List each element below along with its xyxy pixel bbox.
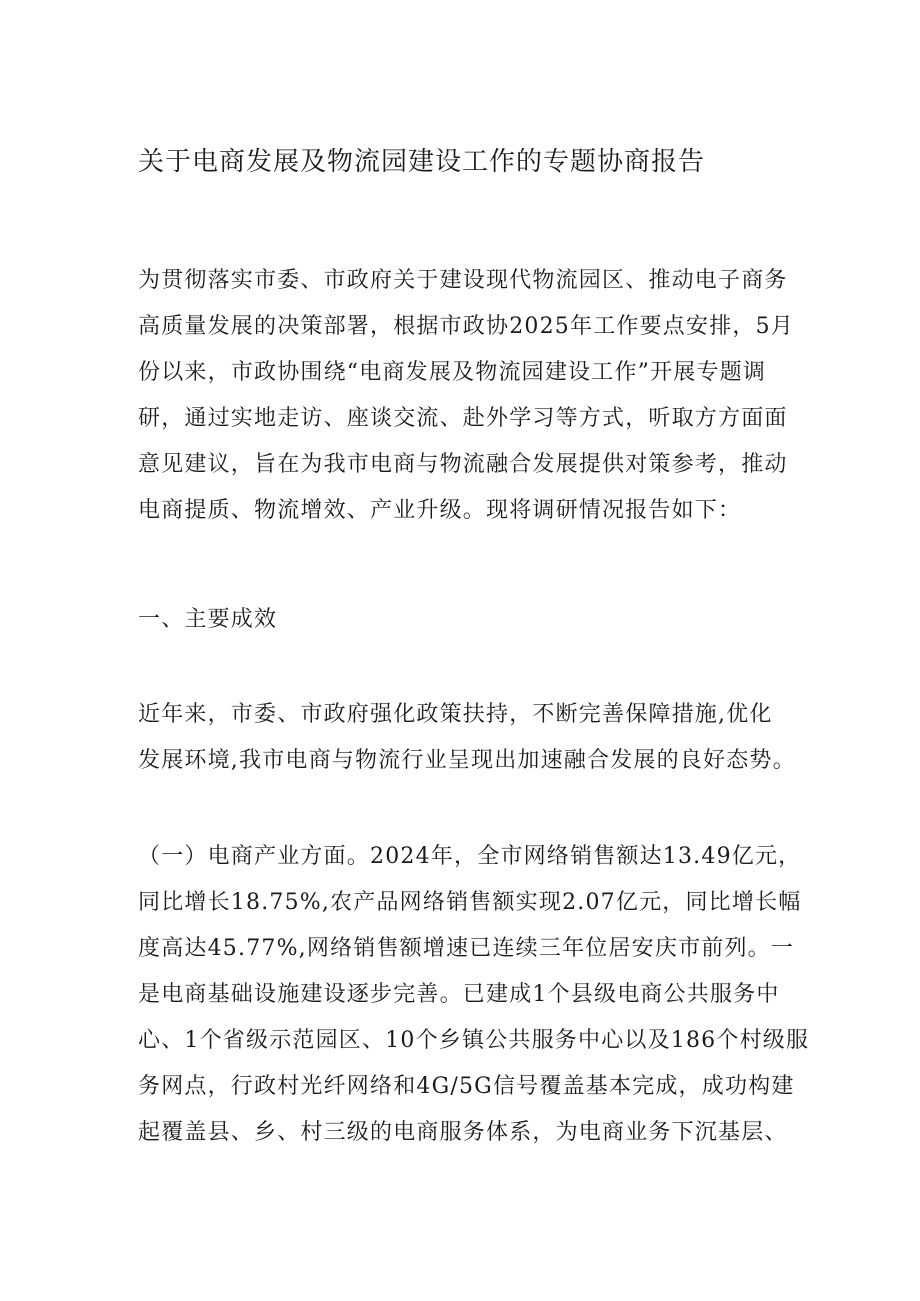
paragraph-line: 度高达45.77%,网络销售额增速已连续三年位居安庆市前列。一 xyxy=(138,936,795,961)
document-title: 关于电商发展及物流园建设工作的专题协商报告 xyxy=(138,147,706,177)
paragraph-line: 是电商基础设施建设逐步完善。已建成1个县级电商公共服务中 xyxy=(138,982,780,1007)
paragraph-line: （一）电商产业方面。2024年，全市网络销售额达13.49亿元， xyxy=(138,844,802,869)
paragraph-line: 发展环境,我市电商与物流行业呈现出加速融合发展的良好态势。 xyxy=(138,748,796,773)
intro-paragraph xyxy=(138,258,798,534)
paragraph-line: 意见建议，旨在为我市电商与物流融合发展提供对策参考，推动 xyxy=(138,452,788,477)
paragraph-line: 心、1个省级示范园区、10个乡镇公共服务中心以及186个村级服 xyxy=(138,1028,810,1053)
paragraph-line: 高质量发展的决策部署，根据市政协2025年工作要点安排，5月 xyxy=(138,314,794,339)
paragraph-line: 电商提质、物流增效、产业升级。现将调研情况报告如下： xyxy=(138,498,742,523)
paragraph-line: 务网点，行政村光纤网络和4G/5G信号覆盖基本完成，成功构建 xyxy=(138,1074,795,1099)
paragraph-line: 份以来，市政协围绕“电商发展及物流园建设工作”开展专题调 xyxy=(138,360,767,385)
paragraph-line: 研，通过实地走访、座谈交流、赴外学习等方式，听取方方面面 xyxy=(138,406,788,431)
paragraph-line: 近年来，市委、市政府强化政策扶持，不断完善保障措施,优化 xyxy=(138,702,773,727)
paragraph-line: 同比增长18.75%,农产品网络销售额实现2.07亿元，同比增长幅 xyxy=(138,890,802,915)
section-heading-text: 一、主要成效 xyxy=(138,607,278,632)
paragraph-line: 为贯彻落实市委、市政府关于建设现代物流园区、推动电子商务 xyxy=(138,268,788,293)
ecommerce-paragraph xyxy=(138,834,810,1156)
paragraph-line: 起覆盖县、乡、村三级的电商服务体系，为电商业务下沉基层、 xyxy=(138,1120,788,1145)
achievements-paragraph xyxy=(138,692,798,784)
section-heading xyxy=(138,597,798,643)
